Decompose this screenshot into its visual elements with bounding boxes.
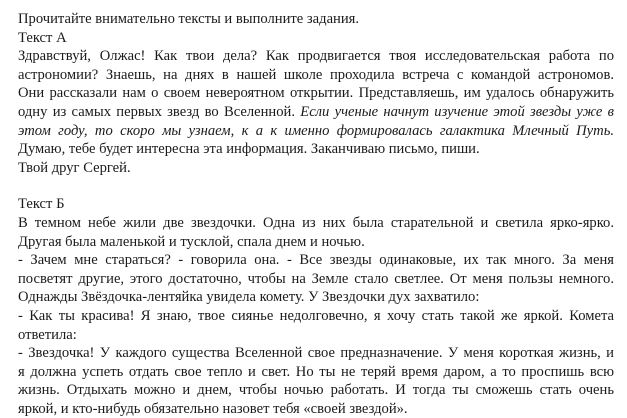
text-a-line-4-plain: одну из самых первых звезд во Вселенной. bbox=[18, 103, 295, 120]
text-a-line-3: Они рассказали нам о своем невероятном открытии. Представляешь, им удалось обнаружить bbox=[18, 85, 614, 102]
text-b-heading: Текст Б bbox=[18, 196, 65, 213]
text-a-line-6: Думаю, тебе будет интересна эта информация. Заканчиваю письмо, пиши. bbox=[18, 141, 480, 158]
text-a-line-2: астрономии? Знаешь, на днях в нашей школе проходила встреча с командой астрономов. bbox=[18, 66, 614, 83]
text-b-line-2: Другая была маленькой и тусклой, спала днем и ночью. bbox=[18, 233, 365, 250]
text-b-line-1: В темном небе жили две звездочки. Одна из них была старательной и светила ярко-ярко. bbox=[18, 214, 614, 231]
document-page bbox=[18, 10, 614, 418]
text-a-line-1: Здравствуй, Олжас! Как твои дела? Как продвигается твоя исследовательская работа по bbox=[18, 48, 614, 65]
text-b-line-3: - Зачем мне стараться? - говорила она. - Все звезды одинаковые, их так много. За меня bbox=[18, 252, 614, 269]
text-a-line-4-italic: Если ученые начнут изучение этой звезды уже в bbox=[300, 103, 614, 120]
text-b-line-9: я должна успеть отдать свое тепло и свет. Но ты не теряй время даром, а то проспишь всю bbox=[18, 363, 614, 380]
instruction-text: Прочитайте внимательно тексты и выполните задания. bbox=[18, 11, 360, 27]
text-b-line-5: Однажды Звёздочка-лентяйка увидела комету. У Звездочки дух захватило: bbox=[18, 289, 480, 306]
text-b-line-8: - Звездочка! У каждого существа Вселенной свое предназначение. У меня короткая жизнь, и bbox=[18, 345, 614, 362]
text-b-line-6: - Как ты красива! Я знаю, твое сиянье недолговечно, я хочу стать такой же яркой. Комета bbox=[18, 307, 614, 324]
section-gap bbox=[18, 177, 614, 195]
text-a-line-4 bbox=[18, 103, 614, 122]
text-a-line-5-italic: этом году, то скоро мы узнаем, к а к именно формировалась галактика Млечный Путь. bbox=[18, 122, 614, 139]
text-a-signature: Твой друг Сергей. bbox=[18, 159, 131, 176]
text-b-line-4: посветят другие, этого достаточно, чтобы на Земле стало светлее. От меня пользы немного. bbox=[18, 270, 614, 287]
text-b-line-7: ответила: bbox=[18, 326, 77, 343]
text-b-line-10: жизнь. Отдыхать можно и днем, чтобы ночью работать. И тогда ты сможешь стать очень bbox=[18, 382, 614, 399]
text-a-heading: Текст А bbox=[18, 29, 67, 46]
text-b-line-11: яркой, и кто-нибудь обязательно назовет тебя «своей звездой». bbox=[18, 400, 408, 417]
